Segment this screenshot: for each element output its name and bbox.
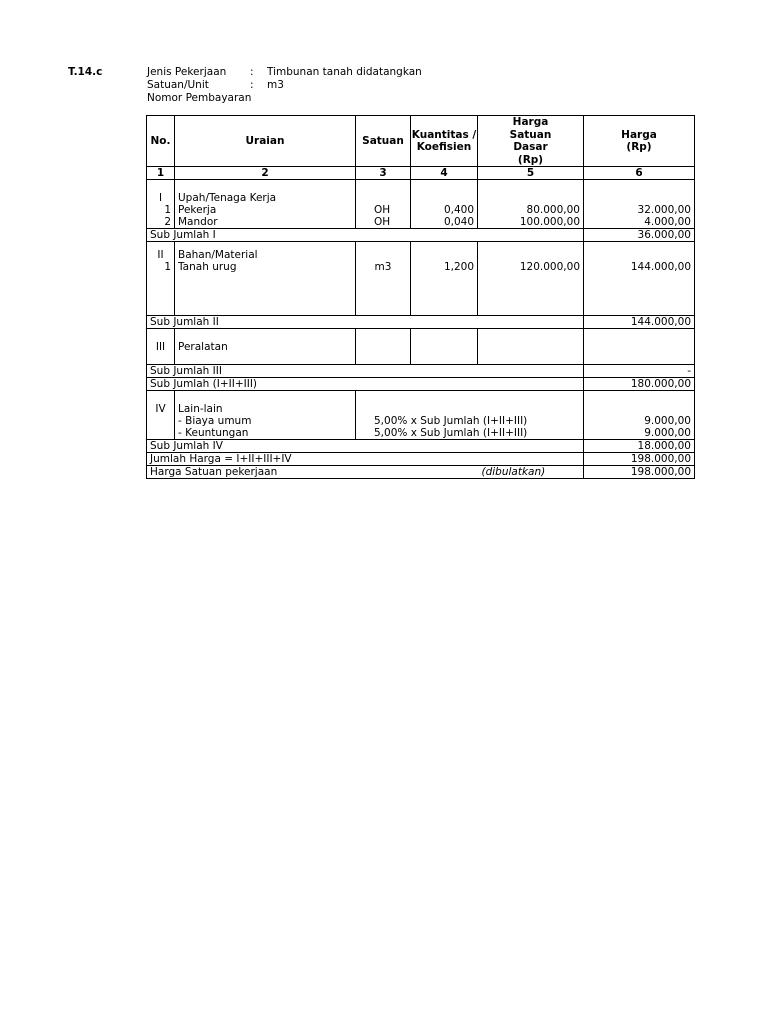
- col-number: 2: [175, 167, 356, 180]
- subtotal-value: 18.000,00: [584, 440, 695, 453]
- header-row-satuan: [147, 79, 422, 92]
- item-harga: 32.000,00: [584, 204, 695, 216]
- item-basis: [356, 415, 584, 427]
- item-harga: 4.000,00: [584, 216, 695, 229]
- unit-price-value: 198.000,00: [584, 466, 695, 479]
- cost-analysis-table: [146, 115, 695, 479]
- subtotal-label: Sub Jumlah IV: [147, 440, 584, 453]
- item-uraian: Mandor: [175, 216, 356, 229]
- col-header-no: No.: [147, 116, 175, 167]
- total-label: Jumlah Harga = I+II+III+IV: [147, 453, 584, 466]
- col-number: 6: [584, 167, 695, 180]
- subtotal-row: [147, 440, 695, 453]
- header-label: Satuan/Unit: [147, 79, 209, 91]
- col-number: 4: [411, 167, 478, 180]
- col-header-harga-satuan: Harga Satuan Dasar (Rp): [478, 116, 584, 167]
- header-label: Nomor Pembayaran: [147, 92, 252, 104]
- header-colon: :: [250, 79, 254, 91]
- subtotal-label: Sub Jumlah (I+II+III): [147, 378, 584, 391]
- rounded-note: (dibulatkan): [481, 466, 546, 478]
- subtotal-value: 36.000,00: [584, 229, 695, 242]
- item-code: T.14.c: [68, 66, 103, 78]
- section-numeral: II: [147, 242, 175, 261]
- column-number-row: [147, 167, 695, 180]
- item-kuantitas: 1,200: [411, 261, 478, 273]
- section-title-row: [147, 242, 695, 261]
- header-colon: [250, 92, 267, 105]
- header-label: Jenis Pekerjaan: [147, 66, 227, 78]
- section-numeral: III: [147, 329, 175, 365]
- section-title: Lain-lain: [175, 403, 356, 415]
- header-value: Timbunan tanah didatangkan: [267, 66, 422, 78]
- item-uraian: - Biaya umum: [175, 415, 356, 427]
- table-row: [147, 261, 695, 273]
- unit-price-row: [147, 466, 695, 479]
- item-kuantitas: 0,040: [411, 216, 478, 229]
- document-header: [147, 66, 422, 105]
- col-number: 1: [147, 167, 175, 180]
- item-harga: 9.000,00: [584, 427, 695, 440]
- section-numeral: I: [147, 192, 175, 204]
- section-title: Peralatan: [175, 329, 356, 365]
- header-row-nomor-pembayaran: [147, 92, 422, 105]
- item-uraian: Tanah urug: [175, 261, 356, 273]
- item-harga-satuan: 120.000,00: [478, 261, 584, 273]
- col-header-satuan: Satuan: [356, 116, 411, 167]
- item-satuan: OH: [356, 216, 411, 229]
- section-title: Upah/Tenaga Kerja: [175, 192, 356, 204]
- item-harga-satuan: 100.000,00: [478, 216, 584, 229]
- item-harga-satuan: 80.000,00: [478, 204, 584, 216]
- subtotal-value: 180.000,00: [584, 378, 695, 391]
- total-value: 198.000,00: [584, 453, 695, 466]
- item-harga: 144.000,00: [584, 261, 695, 273]
- item-no: 1: [147, 204, 175, 216]
- item-basis: [356, 427, 584, 440]
- item-harga: 9.000,00: [584, 415, 695, 427]
- header-colon: :: [250, 66, 254, 78]
- section-title: Bahan/Material: [175, 242, 356, 261]
- item-percent: 5,00%: [374, 427, 408, 439]
- section-title-row: [147, 403, 695, 415]
- col-header-kuantitas: Kuantitas / Koefisien: [411, 116, 478, 167]
- table-header-row: [147, 116, 695, 167]
- subtotal-label: Sub Jumlah III: [147, 365, 584, 378]
- item-satuan: OH: [356, 204, 411, 216]
- col-header-uraian: Uraian: [175, 116, 356, 167]
- subtotal-row: [147, 229, 695, 242]
- subtotal-label: Sub Jumlah I: [147, 229, 584, 242]
- header-row-jenis-pekerjaan: [147, 66, 422, 79]
- subtotal-row: [147, 378, 695, 391]
- table-row: [147, 216, 695, 229]
- item-basis-text: x Sub Jumlah (I+II+III): [410, 427, 528, 439]
- table-row: [147, 204, 695, 216]
- header-value: m3: [267, 79, 284, 91]
- item-kuantitas: 0,400: [411, 204, 478, 216]
- section-title-row: [147, 329, 695, 365]
- item-no: 2: [147, 216, 175, 229]
- col-number: 5: [478, 167, 584, 180]
- subtotal-row: [147, 365, 695, 378]
- table-row: [147, 415, 695, 427]
- subtotal-value: 144.000,00: [584, 316, 695, 329]
- col-header-harga: Harga (Rp): [584, 116, 695, 167]
- unit-price-label-cell: [147, 466, 584, 479]
- total-row: [147, 453, 695, 466]
- subtotal-row: [147, 316, 695, 329]
- item-uraian: - Keuntungan: [175, 427, 356, 440]
- col-number: 3: [356, 167, 411, 180]
- item-percent: 5,00%: [374, 415, 408, 427]
- item-basis-text: x Sub Jumlah (I+II+III): [410, 415, 528, 427]
- section-title-row: [147, 192, 695, 204]
- item-satuan: m3: [356, 261, 411, 273]
- section-numeral: IV: [147, 403, 175, 415]
- unit-price-label: Harga Satuan pekerjaan: [150, 466, 278, 478]
- item-uraian: Pekerja: [175, 204, 356, 216]
- table-row: [147, 427, 695, 440]
- subtotal-value: -: [584, 365, 695, 378]
- subtotal-label: Sub Jumlah II: [147, 316, 584, 329]
- item-no: 1: [147, 261, 175, 273]
